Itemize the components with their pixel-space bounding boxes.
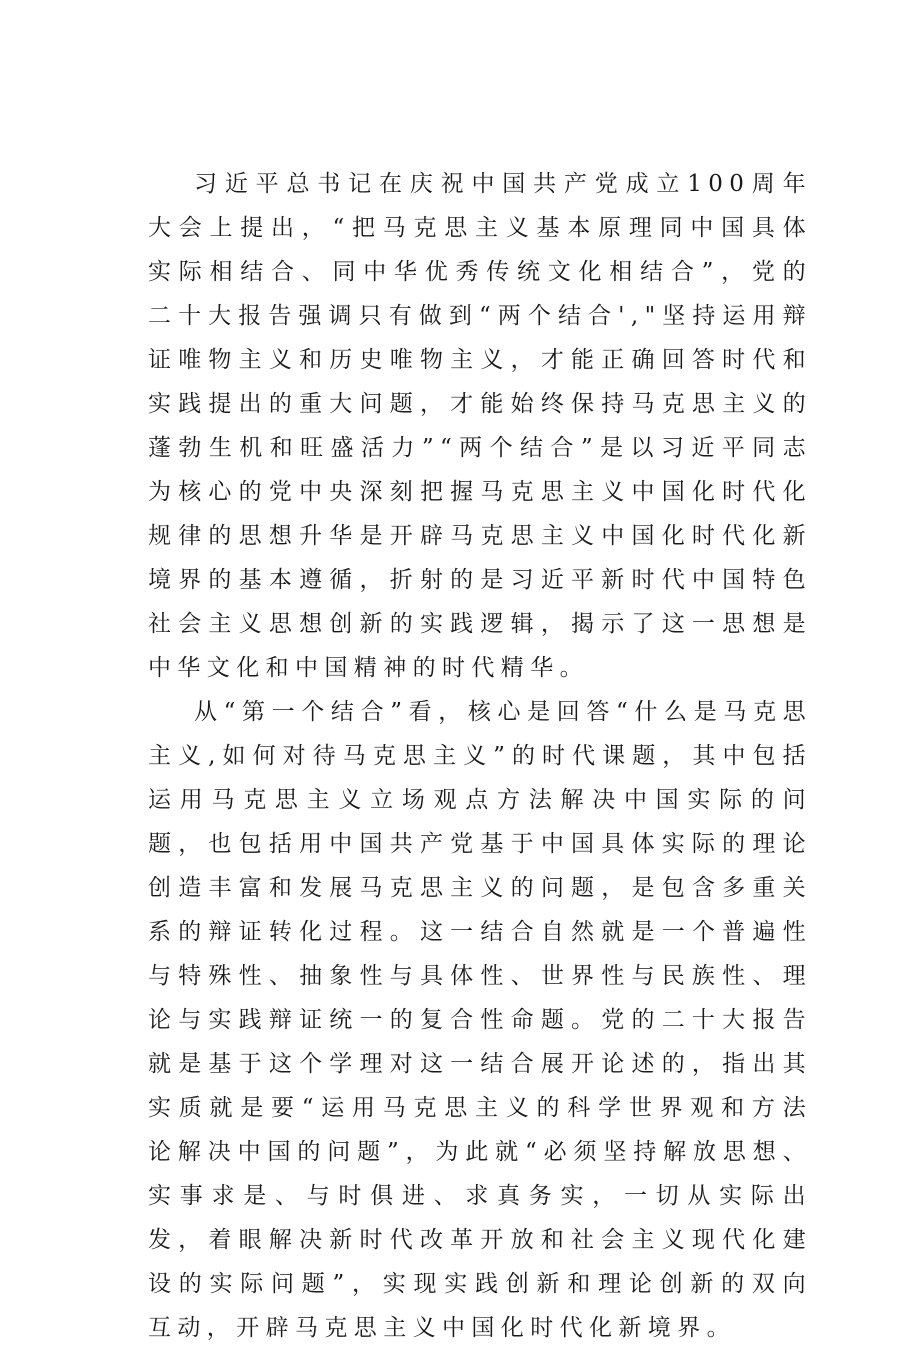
document-body — [148, 162, 812, 1350]
paragraph-2: 从“第一个结合”看，核心是回答“什么是马克思主义,如何对待马克思主义”的时代课题，其中包括运用马克思主义立场观点方法解决中国实际的问题，也包括用中国共产党基于中国具体实际的理论创造丰富和发展马克思主义的问题，是包含多重关系的辩证转化过程。这一结合自然就是一个普遍性与特殊性、抽象性与具体性、世界性与民族性、理论与实践辩证统一的复合性命题。党的二十大报告就是基于这个学理对这一结合展开论述的，指出其实质就是要“运用马克思主义的科学世界观和方法论解决中国的问题”，为此就“必须坚持解放思想、实事求是、与时俱进、求真务实，一切从实际出发，着眼解决新时代改革开放和社会主义现代化建设的实际问题”，实现实践创新和理论创新的双向互动，开辟马克思主义中国化时代化新境界。 — [148, 699, 812, 1341]
paragraph-1: 习近平总书记在庆祝中国共产党成立100周年大会上提出，“把马克思主义基本原理同中国具体实际相结合、同中华优秀传统文化相结合”，党的二十大报告强调只有做到“两个结合',"坚持运用辩证唯物主义和历史唯物主义，才能正确回答时代和实践提出的重大问题，才能始终保持马克思主义的蓬勃生机和旺盛活力”“两个结合”是以习近平同志为核心的党中央深刻把握马克思主义中国化时代化规律的思想升华是开辟马克思主义中国化时代化新境界的基本遵循，折射的是习近平新时代中国特色社会主义思想创新的实践逻辑，揭示了这一思想是中华文化和中国精神的时代精华。 — [148, 171, 812, 681]
